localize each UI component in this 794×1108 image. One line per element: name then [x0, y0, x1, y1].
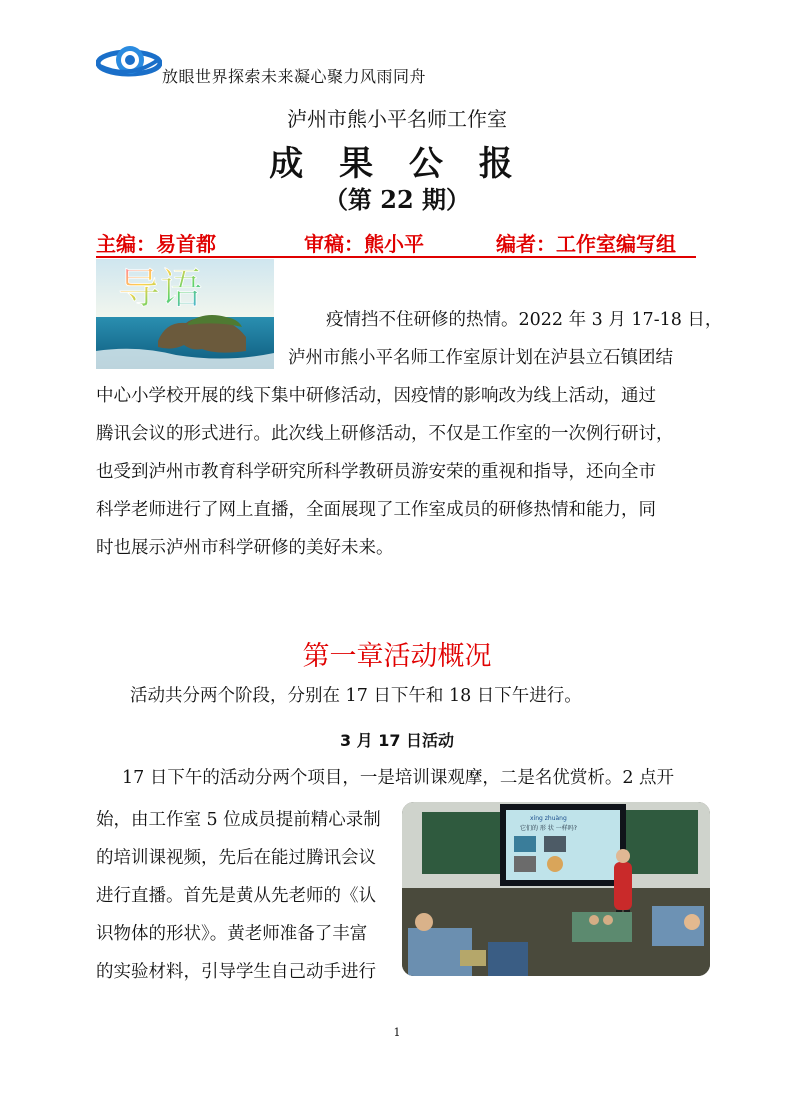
editor-credit: 主编：易首都 — [96, 232, 216, 256]
classroom-screen-caption: 它们的 形 状 一样吗? — [520, 825, 577, 832]
section-subheading: 3 月 17 日活动 — [339, 731, 455, 750]
intro-line: 时也展示泸州市科学研修的美好未来。 — [96, 538, 394, 558]
activity-line: 的实验材料，引导学生自己动手进行 — [96, 962, 376, 982]
activity-line: 识物体的形状》。黄老师准备了丰富 — [96, 924, 368, 944]
page-number: 1 — [393, 1026, 401, 1039]
motto: 放眼世界探索未来凝心聚力风雨同舟 — [162, 67, 427, 86]
intro-line: 科学老师进行了网上直播，全面展现了工作室成员的研修热情和能力，同 — [96, 500, 656, 520]
activity-line: 的培训课视频，先后在能过腾讯会议 — [96, 848, 376, 868]
classroom-screen-text: xíng zhuàng — [530, 815, 567, 822]
chapter-title: 第一章活动概况 — [302, 641, 492, 672]
chapter-summary: 活动共分两个阶段，分别在 17 日下午和 18 日下午进行。 — [130, 686, 582, 706]
intro-line: 也受到泸州市教育科学研究所科学教研员游安荣的重视和指导，还向全市 — [96, 462, 656, 482]
intro-line: 腾讯会议的形式进行。此次线上研修活动，不仅是工作室的一次例行研讨， — [96, 424, 674, 444]
classroom-photo — [402, 802, 710, 976]
intro-line: 疫情挡不住研修的热情。2022 年 3 月 17-18 日， — [326, 310, 723, 330]
intro-image-overlay-text: 导语 — [118, 264, 203, 313]
activity-line: 17 日下午的活动分两个项目，一是培训课观摩，二是名优赏析。2 点开 — [122, 768, 675, 788]
author-credit: 编者：工作室编写组 — [496, 232, 676, 256]
studio-logo — [96, 40, 162, 82]
intro-line: 中心小学校开展的线下集中研修活动，因疫情的影响改为线上活动，通过 — [96, 386, 656, 406]
credits-underline — [96, 256, 696, 258]
intro-image — [96, 259, 274, 369]
reviewer-credit: 审稿：熊小平 — [304, 232, 424, 256]
intro-line: 泸州市熊小平名师工作室原计划在泸县立石镇团结 — [288, 348, 673, 368]
studio-name: 泸州市熊小平名师工作室 — [287, 107, 507, 131]
page-title: 成 果 公 报 — [269, 144, 525, 184]
activity-line: 始，由工作室 5 位成员提前精心录制 — [96, 810, 381, 830]
issue-number: （第 22 期） — [323, 185, 471, 214]
activity-line: 进行直播。首先是黄从先老师的《认 — [96, 886, 376, 906]
